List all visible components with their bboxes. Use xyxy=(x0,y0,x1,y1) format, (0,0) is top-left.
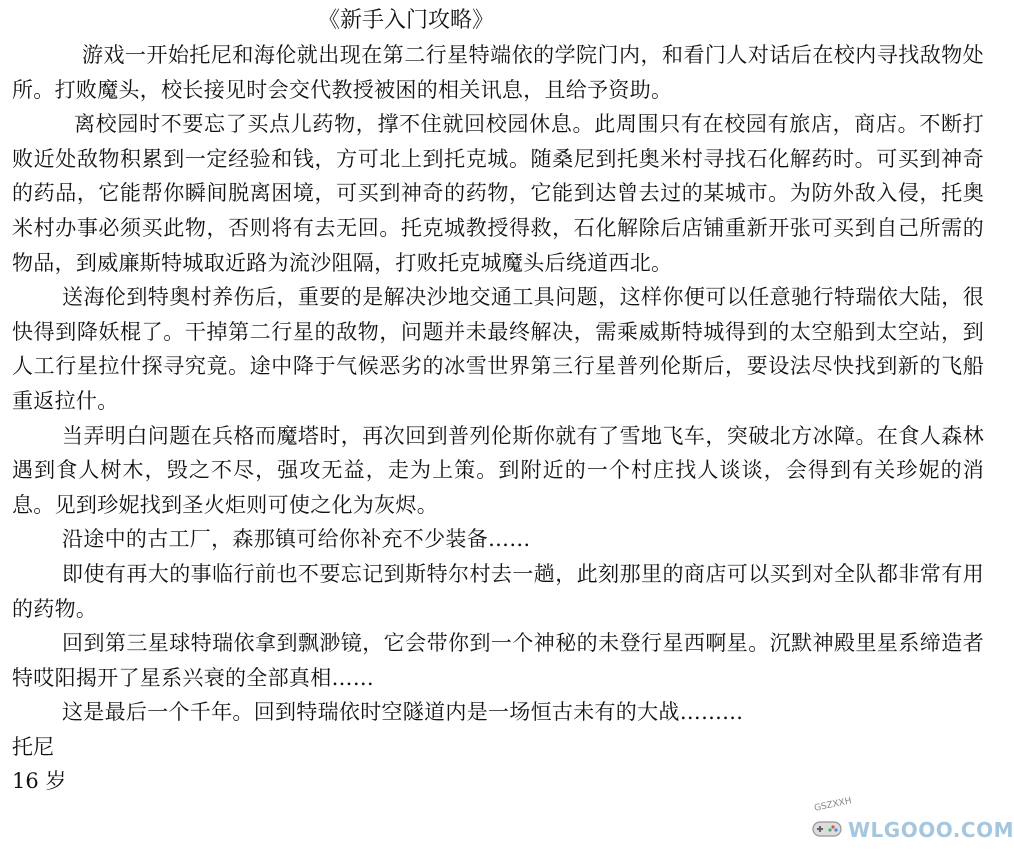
watermark-site-text: WLGOOO.COM xyxy=(848,818,1014,842)
paragraph-8: 这是最后一个千年。回到特瑞依时空隧道内是一场恒古未有的大战……... xyxy=(62,700,744,725)
document-body xyxy=(12,38,984,799)
watermark-tag: GSZXXH xyxy=(813,796,853,814)
signature-age: 16 岁 xyxy=(12,769,67,794)
signature-name: 托尼 xyxy=(12,734,54,759)
gamepad-icon xyxy=(810,816,844,842)
paragraph-4: 当弄明白问题在兵格而魔塔时，再次回到普列伦斯你就有了雪地飞车，突破北方冰障。在食人森林遇到食人树木，毁之不尽，强攻无益，走为上策。到附近的一个村庄找人谈谈，会得到有关珍妮的消息。见到珍妮找到圣火炬则可使之化为灰烬。 xyxy=(12,423,984,517)
paragraph-7: 回到第三星球特瑞依拿到飘渺镜，它会带你到一个神秘的未登行星西啊星。沉默神殿里星系缔造者特哎阳揭开了星系兴衰的全部真相…… xyxy=(12,631,984,690)
paragraph-6: 即使有再大的事临行前也不要忘记到斯特尔村去一趟，此刻那里的商店可以买到对全队都非常有用的药物。 xyxy=(12,561,984,621)
site-watermark xyxy=(806,796,1014,846)
paragraph-3: 送海伦到特奥村养伤后，重要的是解决沙地交通工具问题，这样你便可以任意驰行特瑞依大陆，很快得到降妖棍了。干掉第二行星的敌物，问题并未最终解决，需乘威斯特城得到的太空船到太空站，到人工行星拉什探寻究竟。途中降于气候恶劣的冰雪世界第三行星普列伦斯后，要设法尽快找到新的飞船重返拉什。 xyxy=(12,285,984,413)
document-title: 《新手入门攻略》 xyxy=(318,8,495,33)
paragraph-1: 游戏一开始托尼和海伦就出现在第二行星特端依的学院门内，和看门人对话后在校内寻找敌物处所。打败魔头，校长接见时会交代教授被困的相关讯息，且给予资助。 xyxy=(12,43,984,102)
paragraph-5: 沿途中的古工厂，森那镇可给你补充不少装备…… xyxy=(62,527,531,552)
paragraph-2: 离校园时不要忘了买点儿药物，撑不住就回校园休息。此周围只有在校园有旅店，商店。不断打败近处敌物积累到一定经验和钱，方可北上到托克城。随桑尼到托奥米村寻找石化解药时。可买到神奇的药品，它能帮你瞬间脱离困境，可买到神奇的药物，它能到达曾去过的某城市。为防外敌入侵，托奥米村办事必须买此物，否则将有去无回。托克城教授得救，石化解除后店铺重新开张可买到自己所需的物品，到威廉斯特城取近路为流沙阻隔，打败托克城魔头后绕道西北。 xyxy=(12,112,984,275)
